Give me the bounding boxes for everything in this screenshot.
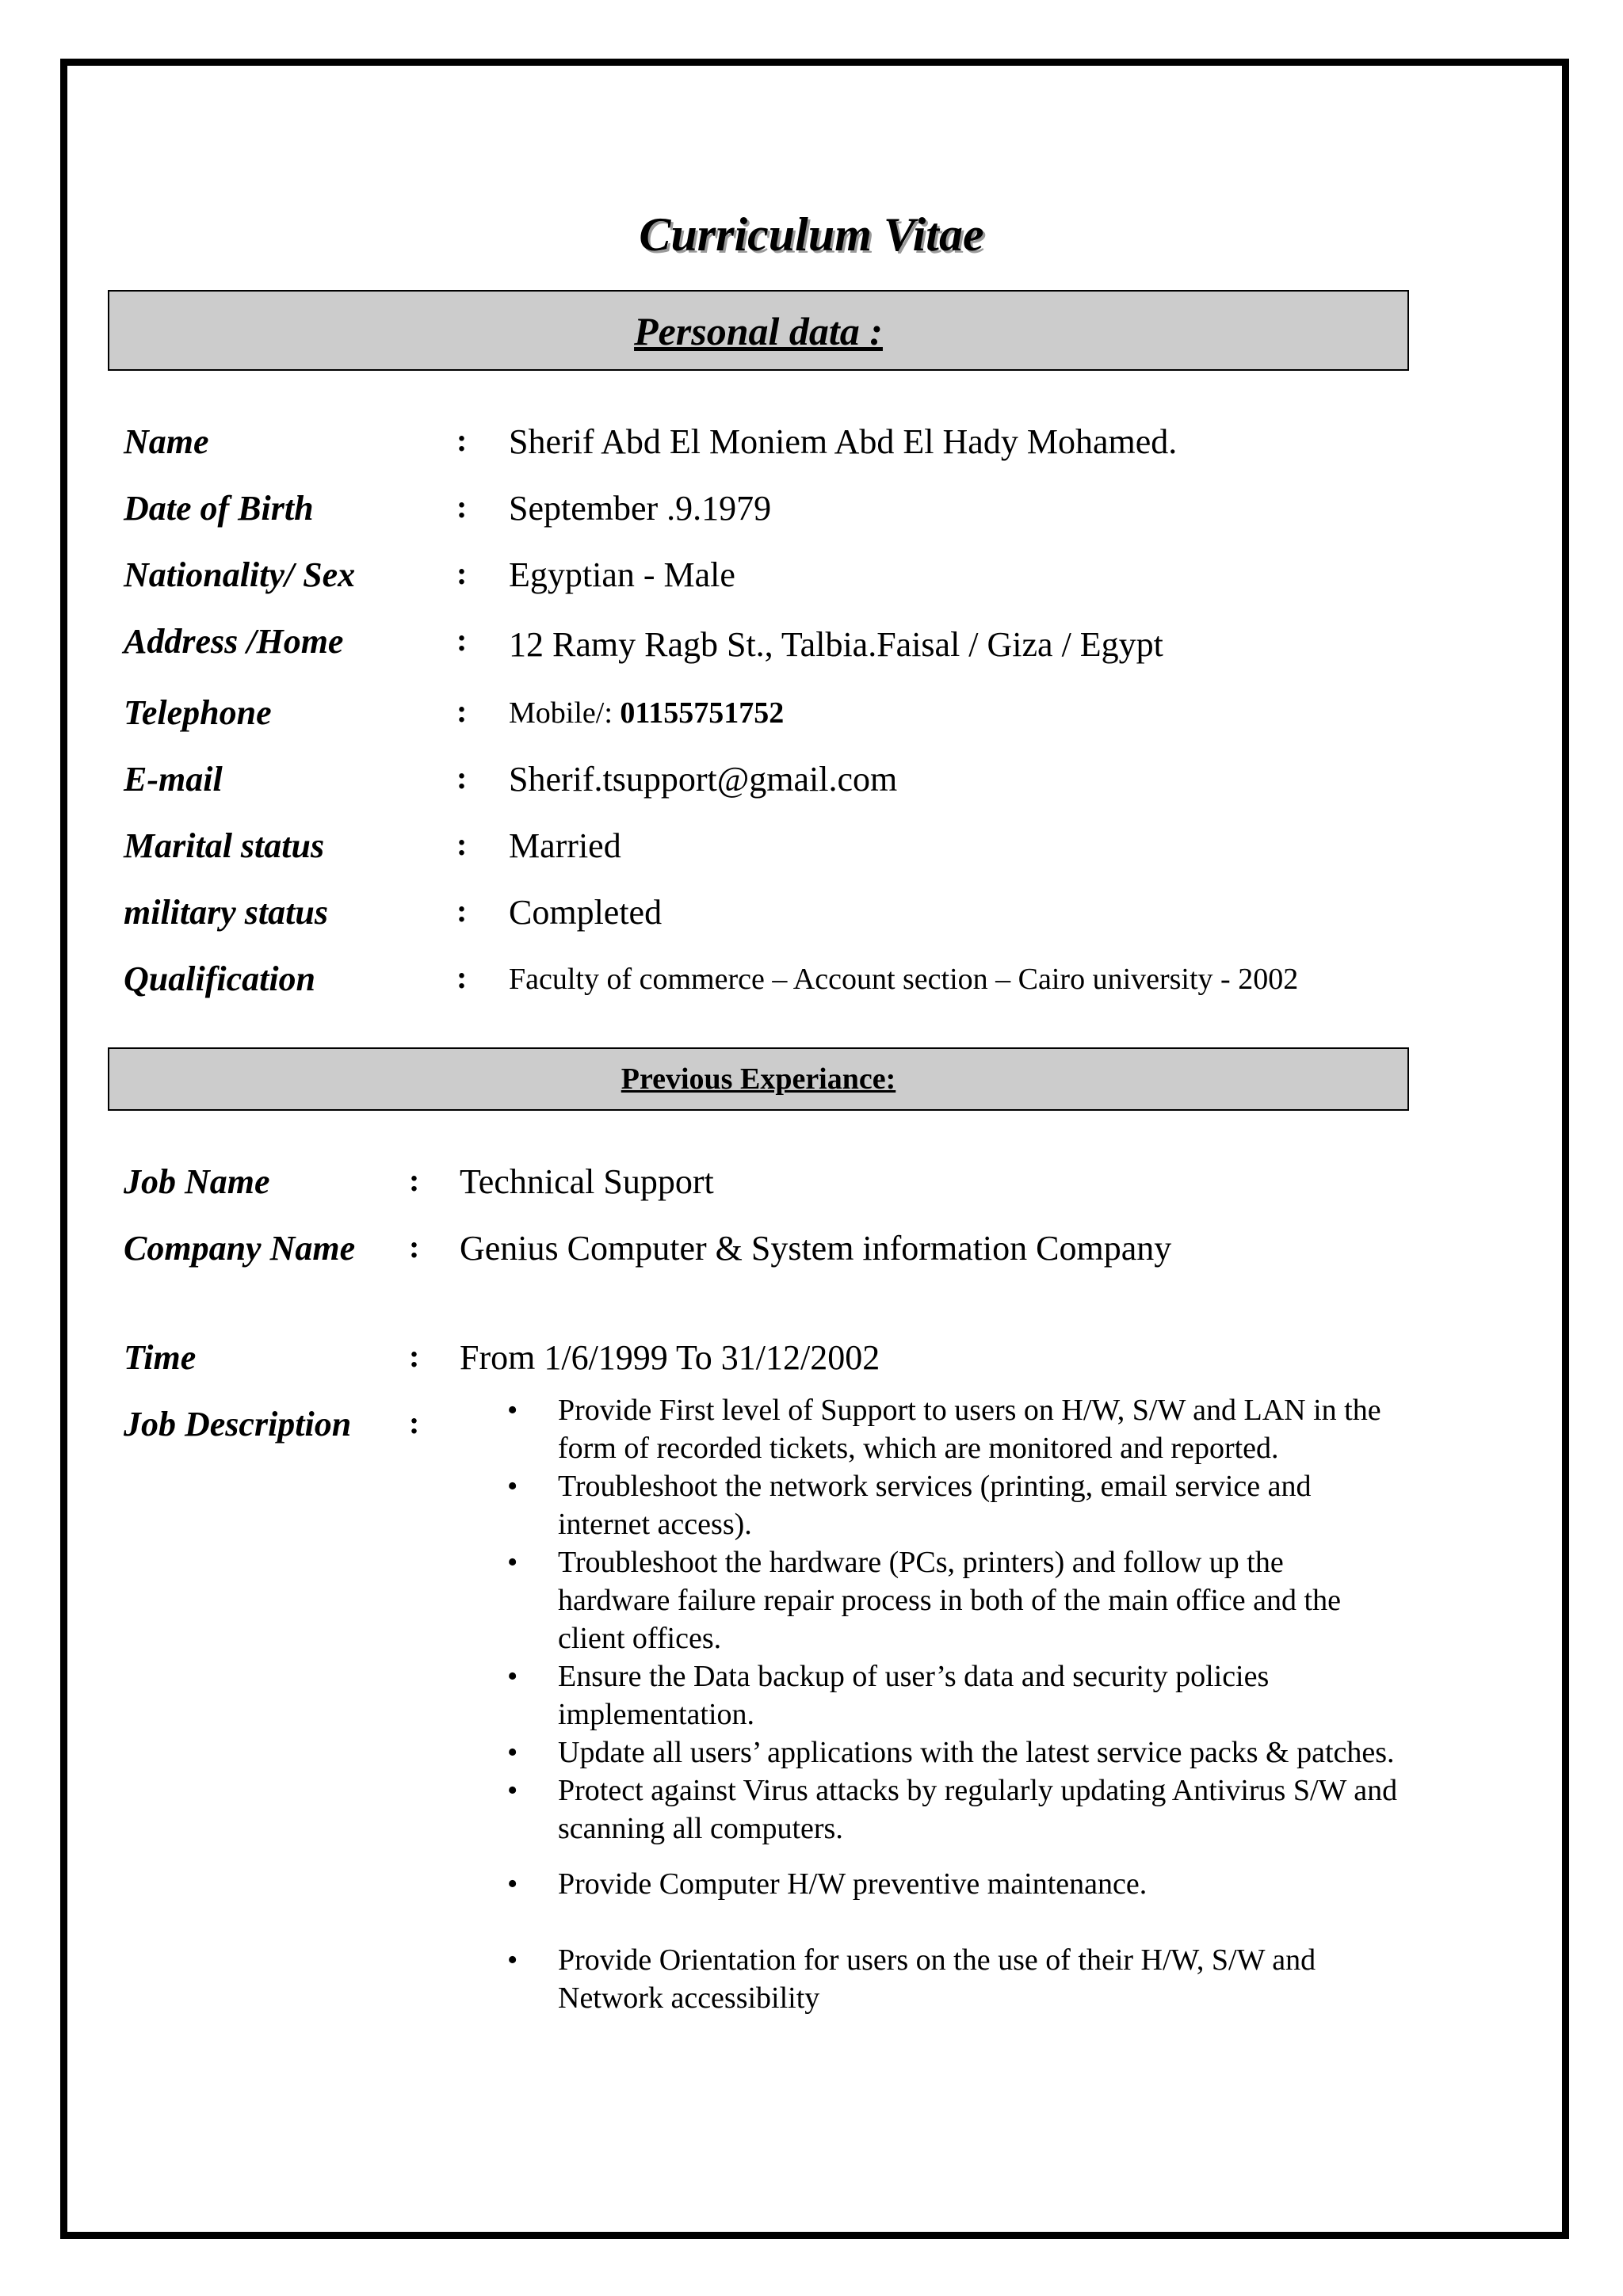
telephone-value — [509, 691, 784, 735]
bullet-icon: • — [507, 1867, 518, 1901]
colon: : — [409, 1338, 420, 1374]
address-value: 12 Ramy Ragb St., Talbia.Faisal / Giza / Egypt — [509, 625, 1163, 664]
email-value: Sherif.tsupport@gmail.com — [509, 760, 898, 799]
company-label: Company Name — [124, 1229, 356, 1268]
name-value: Sherif Abd El Moniem Abd El Hady Mohamed. — [509, 422, 1178, 461]
bullet-icon: • — [507, 1470, 518, 1503]
colon: : — [456, 422, 468, 458]
dob-value: September .9.1979 — [509, 489, 772, 528]
dob-label: Date of Birth — [124, 489, 314, 528]
bullet-icon: • — [507, 1660, 518, 1693]
marital-label: Marital status — [124, 826, 325, 865]
nationality-value: Egyptian - Male — [509, 555, 735, 594]
colon: : — [456, 826, 468, 862]
email-label: E-mail — [124, 760, 223, 799]
job-description-list — [507, 1391, 1403, 2017]
military-value: Completed — [509, 893, 663, 932]
previous-experience-heading: Previous Experiance: — [108, 1047, 1409, 1111]
colon: : — [456, 893, 468, 929]
bullet-icon: • — [507, 1943, 518, 1977]
telephone-prefix: Mobile/: — [509, 696, 621, 730]
colon: : — [456, 555, 468, 591]
job-name-label: Job Name — [124, 1162, 270, 1201]
list-item: • Ensure the Data backup of user’s data and security policies implementation. — [507, 1657, 1403, 1733]
job-name-value: Technical Support — [460, 1162, 714, 1201]
colon: : — [409, 1405, 420, 1440]
job-description-label: Job Description — [124, 1405, 352, 1444]
military-label: military status — [124, 893, 328, 932]
list-item: • Protect against Virus attacks by regularly updating Antivirus S/W and scanning all computers. — [507, 1772, 1403, 1848]
nationality-label: Nationality/ Sex — [124, 555, 356, 594]
colon: : — [456, 489, 468, 524]
time-value: From 1/6/1999 To 31/12/2002 — [460, 1338, 880, 1377]
qualification-value: Faculty of commerce – Account section – Cairo university - 2002 — [509, 963, 1299, 996]
bullet-icon: • — [507, 1546, 518, 1579]
colon: : — [456, 693, 468, 729]
company-value: Genius Computer & System information Company — [460, 1229, 1172, 1268]
colon: : — [409, 1162, 420, 1198]
colon: : — [456, 760, 468, 795]
personal-data-heading: Personal data : — [108, 290, 1409, 371]
list-item: • Update all users’ applications with the latest service packs & patches. — [507, 1733, 1403, 1772]
telephone-label: Telephone — [124, 693, 272, 732]
list-item: • Provide Orientation for users on the use of their H/W, S/W and Network accessibility — [507, 1941, 1403, 2017]
list-item: • Troubleshoot the network services (printing, email service and internet access). — [507, 1467, 1403, 1543]
time-label: Time — [124, 1338, 197, 1377]
list-item: • Provide Computer H/W preventive maintenance. — [507, 1865, 1403, 1903]
telephone-number: 01155751752 — [620, 696, 785, 730]
bullet-icon: • — [507, 1774, 518, 1807]
list-item: • Provide First level of Support to users on H/W, S/W and LAN in the form of recorded tickets, which are monitored and reported. — [507, 1391, 1403, 1467]
marital-value: Married — [509, 826, 621, 865]
colon: : — [456, 959, 468, 995]
bullet-icon: • — [507, 1394, 518, 1427]
colon: : — [409, 1229, 420, 1264]
document-title: Curriculum Vitae — [639, 208, 984, 261]
colon: : — [456, 622, 468, 658]
address-label: Address /Home — [124, 622, 344, 661]
list-item: • Troubleshoot the hardware (PCs, printers) and follow up the hardware failure repair process in both of the main office and the client offices. — [507, 1543, 1403, 1657]
bullet-icon: • — [507, 1736, 518, 1769]
name-label: Name — [124, 422, 209, 461]
qualification-label: Qualification — [124, 959, 316, 998]
